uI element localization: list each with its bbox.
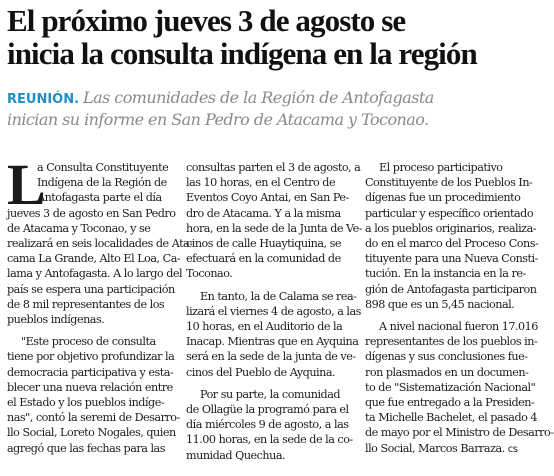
- text-line: las 10 horas, en el Centro de: [186, 176, 336, 190]
- deck-text-1: Las comunidades de la Región de Antofagasta: [83, 88, 434, 107]
- text-line: de mayo por el Ministro de Desarro-: [365, 426, 554, 440]
- text-line: tituyente para una Nueva Consti-: [365, 252, 538, 266]
- text-line: 898 que es un 5,45 nacional.: [365, 297, 515, 311]
- column-1: [7, 152, 193, 456]
- text-line: llo Social, Loreto Nogales, quien: [7, 426, 176, 440]
- text-line: Eventos Coyo Antai, en San Pe-: [186, 191, 349, 205]
- paragraph-gap: [186, 380, 350, 387]
- text-line: de Ollagüe la programó para el: [186, 403, 349, 417]
- text-line: Constituyente de los Pueblos In-: [365, 176, 533, 190]
- text-line: El proceso participativo: [379, 161, 503, 174]
- text-line: consultas parten el 3 de agosto, a: [186, 161, 361, 174]
- text-line: Inacap. Mientras que en Ayquina: [186, 335, 359, 349]
- text-line: cama La Grande, Alto El Loa, Ca-: [7, 252, 181, 266]
- text-line: realizará en seis localidades de Ata-: [7, 237, 193, 251]
- text-line: Indígena de la Región de: [37, 176, 167, 190]
- text-line-last: [365, 441, 529, 457]
- text-line: Por su parte, la comunidad: [200, 387, 341, 401]
- headline: [7, 4, 529, 70]
- text-line: país se espera una participación: [7, 282, 175, 296]
- paragraph-gap: [186, 282, 350, 289]
- section-tag: REUNIÓN.: [7, 92, 80, 107]
- deck-subtitle: [7, 88, 529, 130]
- text-line: el Estado y los pueblos indíge-: [7, 396, 165, 410]
- text-line: democracia participativa y esta-: [7, 365, 174, 379]
- text-line: 11.00 horas, en la sede de la co-: [186, 433, 353, 447]
- text-line: tiene por objetivo profundizar la: [7, 350, 175, 364]
- text-line: hora, en la sede de la Junta de Ve-: [186, 221, 363, 235]
- text-line: representantes de los pueblos in-: [365, 335, 538, 349]
- deck-line-1: [7, 88, 529, 110]
- text-line: particular y específico orientado: [365, 206, 534, 220]
- text-line: to de "Sistematización Nacional": [365, 380, 536, 394]
- deck-line-2: inician su informe en San Pedro de Atacama y Toconao.: [7, 110, 429, 129]
- headline-line-2: inicia la consulta indígena en la región: [7, 36, 477, 71]
- text-line: ron plasmados en un documen-: [365, 365, 529, 379]
- text-line: nas", contó la seremi de Desarro-: [7, 411, 180, 425]
- end-mark: cs: [507, 443, 518, 455]
- article-body: [7, 152, 554, 472]
- text-line: agregó que las fechas para las: [7, 441, 165, 455]
- text-line: de Atacama y Toconao, y se: [7, 221, 151, 235]
- text-line: blecer una nueva relación entre: [7, 380, 173, 394]
- text-line: En tanto, la de Calama se rea-: [200, 289, 357, 303]
- text-line: a los pueblos originarios, realiza-: [365, 221, 537, 235]
- text-line: gión de Antofagasta participaron: [365, 282, 537, 296]
- column-2: [186, 160, 363, 463]
- text-line: pueblos indígenas.: [7, 313, 105, 327]
- text-line: Toconao.: [186, 267, 233, 281]
- text-line: A nivel nacional fueron 17.016: [379, 320, 538, 334]
- paragraph-gap: [365, 312, 529, 319]
- text-line: "Este proceso de consulta: [21, 335, 156, 349]
- text-line: será en la sede de la junta de ve-: [186, 350, 356, 364]
- text-line: dígenas fue un procedimiento: [365, 191, 521, 205]
- text-line: lama y Antofagasta. A lo largo del: [7, 267, 183, 281]
- text-line: día miércoles 9 de agosto, a las: [186, 418, 349, 432]
- text-line: do en el marco del Proceso Cons-: [365, 237, 539, 251]
- text-line: dígenas y sus conclusiones fue-: [365, 350, 528, 364]
- text-line: dro de Atacama. Y a la misma: [186, 206, 341, 220]
- text-line: munidad Quechua.: [186, 448, 286, 462]
- drop-cap: L: [7, 152, 46, 217]
- text-line: de 8 mil representantes de los: [7, 297, 165, 311]
- text-line: ta Michelle Bachelet, el pasado 4: [365, 411, 538, 425]
- paragraph-gap: [7, 327, 171, 334]
- text-line: lizará el viernes 4 de agosto, a las: [186, 304, 361, 318]
- text-line: tución. En la instancia en la re-: [365, 267, 526, 281]
- text-line: a Consulta Constituyente: [37, 161, 169, 174]
- text-line: 10 horas, en el Auditorio de la: [186, 320, 343, 334]
- text-line: que fue entregado a la Presiden-: [365, 396, 535, 410]
- text-line: cinos de calle Huaytiquina, se: [186, 237, 342, 251]
- text-line: llo Social, Marcos Barraza.: [365, 441, 505, 455]
- text-line: efectuará en la comunidad de: [186, 252, 341, 266]
- text-line: Antofagasta parte el día: [37, 191, 162, 205]
- column-3: [365, 160, 554, 457]
- text-line: jueves 3 de agosto en San Pedro: [7, 206, 176, 220]
- text-line: cinos del Pueblo de Ayquina.: [186, 365, 336, 379]
- headline-line-1: El próximo jueves 3 de agosto se: [7, 3, 406, 38]
